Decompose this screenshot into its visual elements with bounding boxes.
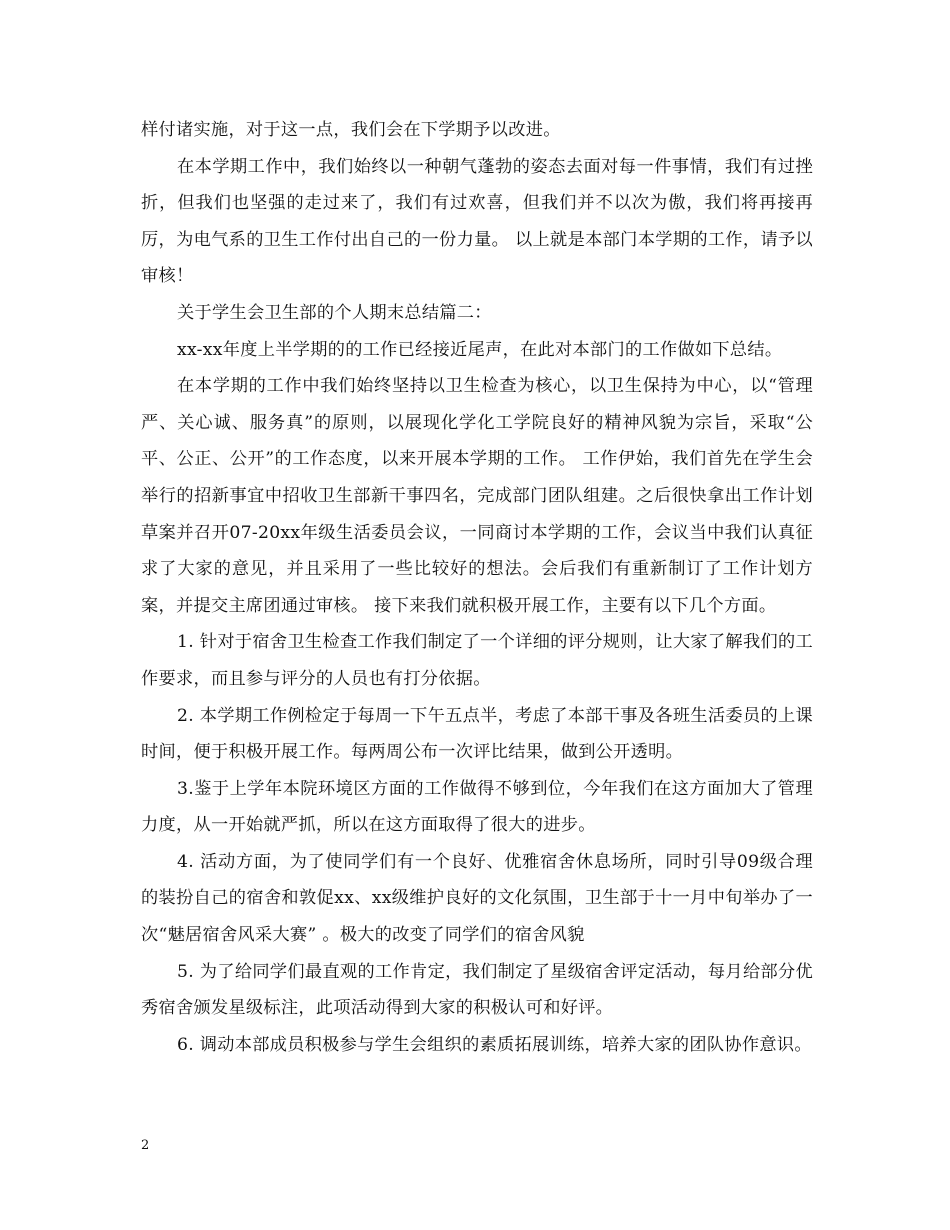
paragraph-intro: xx-xx年度上半学期的的工作已经接近尾声，在此对本部门的工作做如下总结。: [177, 339, 783, 360]
list-item-3: 3.鉴于上学年本院环境区方面的工作做得不够到位，今年我们在这方面加大了管理力度，从一开始就严抓，所以在这方面取得了很大的进步。: [141, 778, 813, 836]
list-item-5: 5. 为了给同学们最直观的工作肯定，我们制定了星级宿舍评定活动，每月给部分优秀宿舍颁发星级标注，此项活动得到大家的积极认可和好评。: [141, 961, 813, 1019]
list-item-1: 1. 针对于宿舍卫生检查工作我们制定了一个详细的评分规则，让大家了解我们的工作要求，而且参与评分的人员也有打分依据。: [141, 632, 813, 689]
paragraph-2: 在本学期工作中，我们始终以一种朝气蓬勃的姿态去面对每一件事情，我们有过挫折，但我们也坚强的走过来了，我们有过欢喜，但我们并不以次为傲，我们将再接再厉，为电气系的卫生工作付出自己的一份力量。 以上就是本部门本学期的工作，请予以审核！: [141, 156, 813, 287]
list-item-4: 4. 活动方面，为了使同学们有一个良好、优雅宿舍休息场所，同时引导09级合理的装扮自己的宿舍和敦促xx、xx级维护良好的文化氛围，卫生部于十一月中旬举办了一次“魅居宿舍风采大赛” 。极大的改变了同学们的宿舍风貌: [141, 851, 813, 946]
list-item-6: 6. 调动本部成员积极参与学生会组织的素质拓展训练，培养大家的团队协作意识。: [177, 1034, 812, 1055]
paragraph-1: 样付诸实施，对于这一点，我们会在下学期予以改进。: [141, 120, 561, 140]
list-item-2: 2. 本学期工作例检定于每周一下午五点半，考虑了本部干事及各班生活委员的上课时间，便于积极开展工作。每两周公布一次评比结果，做到公开透明。: [141, 705, 813, 763]
section-heading: 关于学生会卫生部的个人期末总结篇二：: [177, 302, 492, 323]
document-body: [141, 112, 813, 1063]
page-number: 2: [141, 1138, 150, 1153]
paragraph-overview: 在本学期的工作中我们始终坚持以卫生检查为核心，以卫生保持为中心，以“管理严、关心诚、服务真”的原则，以展现化学化工学院良好的精神风貌为宗旨，采取“公平、公正、公开”的工作态度，以来开展本学期的工作。 工作伊始，我们首先在学生会举行的招新事宜中招收卫生部新干事四名，完成部门团队组建。之后很快拿出工作计划草案并召开07-20xx年级生活委员会议，一同商讨本学期的工作，会议当中我们认真征求了大家的意见，并且采用了一些比较好的想法。会后我们有重新制订了工作计划方案，并提交主席团通过审核。 接下来我们就积极开展工作，主要有以下几个方面。: [141, 376, 813, 616]
